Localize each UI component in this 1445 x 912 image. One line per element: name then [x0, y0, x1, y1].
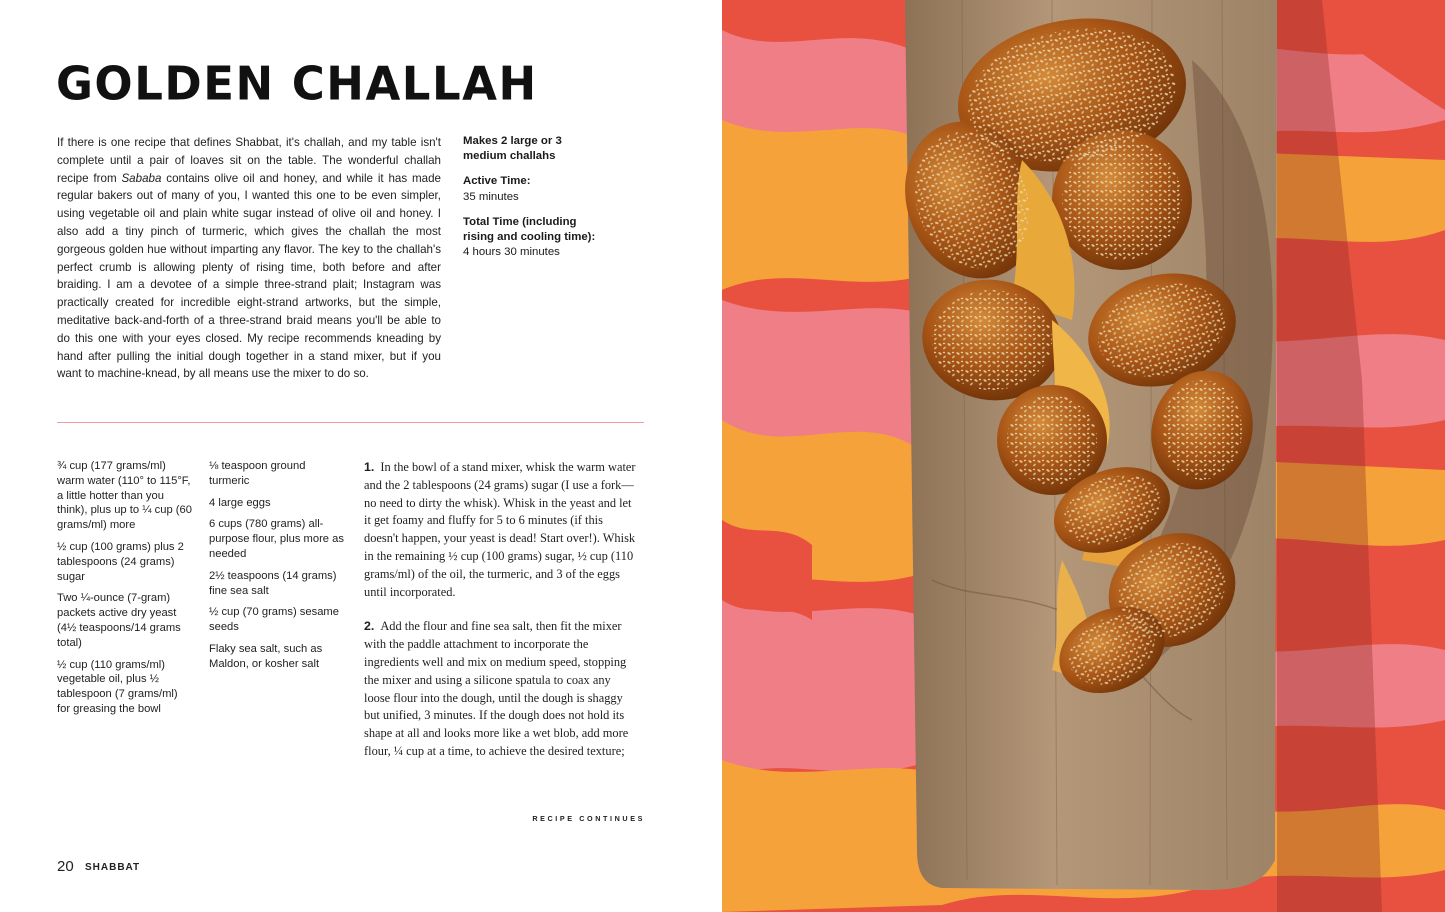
recipe-title: GOLDEN CHALLAH	[56, 56, 538, 111]
challah-photo-illustration	[722, 0, 1445, 912]
step-number: 1.	[364, 460, 375, 474]
recipe-page	[0, 0, 722, 912]
intro-book-title: Sababa	[121, 171, 162, 185]
yield	[463, 134, 603, 164]
recipe-meta	[463, 134, 603, 270]
yield-text: Makes 2 large or 3 medium challahs	[463, 135, 562, 163]
ingredient-item: ½ cup (110 grams/ml) vegetable oil, plus ½ tablespoon (7 grams/ml) for greasing the bowl	[57, 658, 178, 715]
ingredients-column-1	[57, 459, 192, 724]
method-steps	[364, 459, 637, 778]
divider-rule	[57, 422, 644, 423]
intro-text-part2: contains olive oil and honey, and while it has made regular bakers out of many of you, I wanted this one to be even simpler, using vegetable oil and plain white sugar instead of olive oil and honey. I also add a tiny pinch of turmeric, which gives the challah the most gorgeous golden hue without imparting any flavor. The key to the challah's perfect crumb is allowing plenty of rising time, both before and after braiding. I am a devotee of a simple three-strand plait; Instagram was practically created for incredible eight-strand artworks, but the simple, meditative back-and-forth of a three-strand braid means you'll be able to do this one with your eyes closed. My recipe recommends kneading by hand after pulling the initial dough together in a stand mixer, but if you want to machine-knead, by all means use the mixer to do so.	[57, 171, 441, 381]
step-2	[364, 618, 637, 760]
active-time-label: Active Time:	[463, 175, 531, 188]
ingredient-item: ⅛ teaspoon ground turmeric	[209, 460, 306, 487]
step-text: In the bowl of a stand mixer, whisk the warm water and the 2 tablespoons (24 grams) sugar (I use a fork—no need to dirty the whisk). Whisk in the yeast and let it get foamy and fluffy for 5 to 6 minutes (if this doesn't happen, your yeast is dead! Start over!). Whisk in the remaining ½ cup (100 grams) sugar, ½ cup (110 grams/ml) of the oil, the turmeric, and 3 of the eggs until incorporated.	[364, 460, 636, 599]
challah-photo	[722, 0, 1445, 912]
step-1	[364, 459, 637, 601]
section-name: SHABBAT	[85, 862, 141, 873]
total-time-value: 4 hours 30 minutes	[463, 246, 560, 259]
page-number: 20	[57, 858, 74, 875]
active-time-value: 35 minutes	[463, 190, 519, 203]
ingredient-item: ½ cup (70 grams) sesame seeds	[209, 606, 339, 634]
ingredient-item: 6 cups (780 grams) all-purpose flour, plus more as needed	[209, 518, 344, 560]
intro-paragraph	[57, 134, 441, 383]
ingredient-item: 4 large eggs	[209, 496, 271, 509]
active-time	[463, 174, 603, 204]
total-time-label: Total Time (including rising and cooling time):	[463, 215, 596, 244]
ingredient-item: ¾ cup (177 grams/ml) warm water (110° to 115°F, a little hotter than you think), plus up to ¼ cup (60 grams/ml) more	[57, 460, 192, 532]
ingredient-item: Two ¼-ounce (7-gram) packets active dry yeast (4½ teaspoons/14 grams total)	[57, 592, 181, 649]
ingredient-item: Flaky sea salt, such as Maldon, or kosher salt	[209, 642, 323, 670]
intro-text-part1: If there is one recipe that defines Shabbat, it's challah, and my table isn't complete until a pair of loaves sit on the table. The wonderful challah recipe from	[57, 136, 441, 185]
step-number: 2.	[364, 619, 375, 634]
ingredient-item: ½ cup (100 grams) plus 2 tablespoons (24 grams) sugar	[57, 540, 184, 583]
ingredient-item: 2½ teaspoons (14 grams) fine sea salt	[209, 569, 337, 597]
total-time	[463, 215, 603, 261]
recipe-continues: RECIPE CONTINUES	[532, 814, 645, 823]
step-text: Add the flour and fine sea salt, then fit the mixer with the paddle attachment to incorporate the ingredients well and mix on medium speed, stopping the mixer and using a silicone spatula to coax any loose flour into the dough, until the dough is shaggy but unified, 3 minutes. If the dough does not hold its shape at all and looks more like a wet blob, add more flour, ¼ cup at a time, to achieve the desired texture;	[364, 619, 629, 758]
ingredients-column-2	[209, 459, 344, 679]
